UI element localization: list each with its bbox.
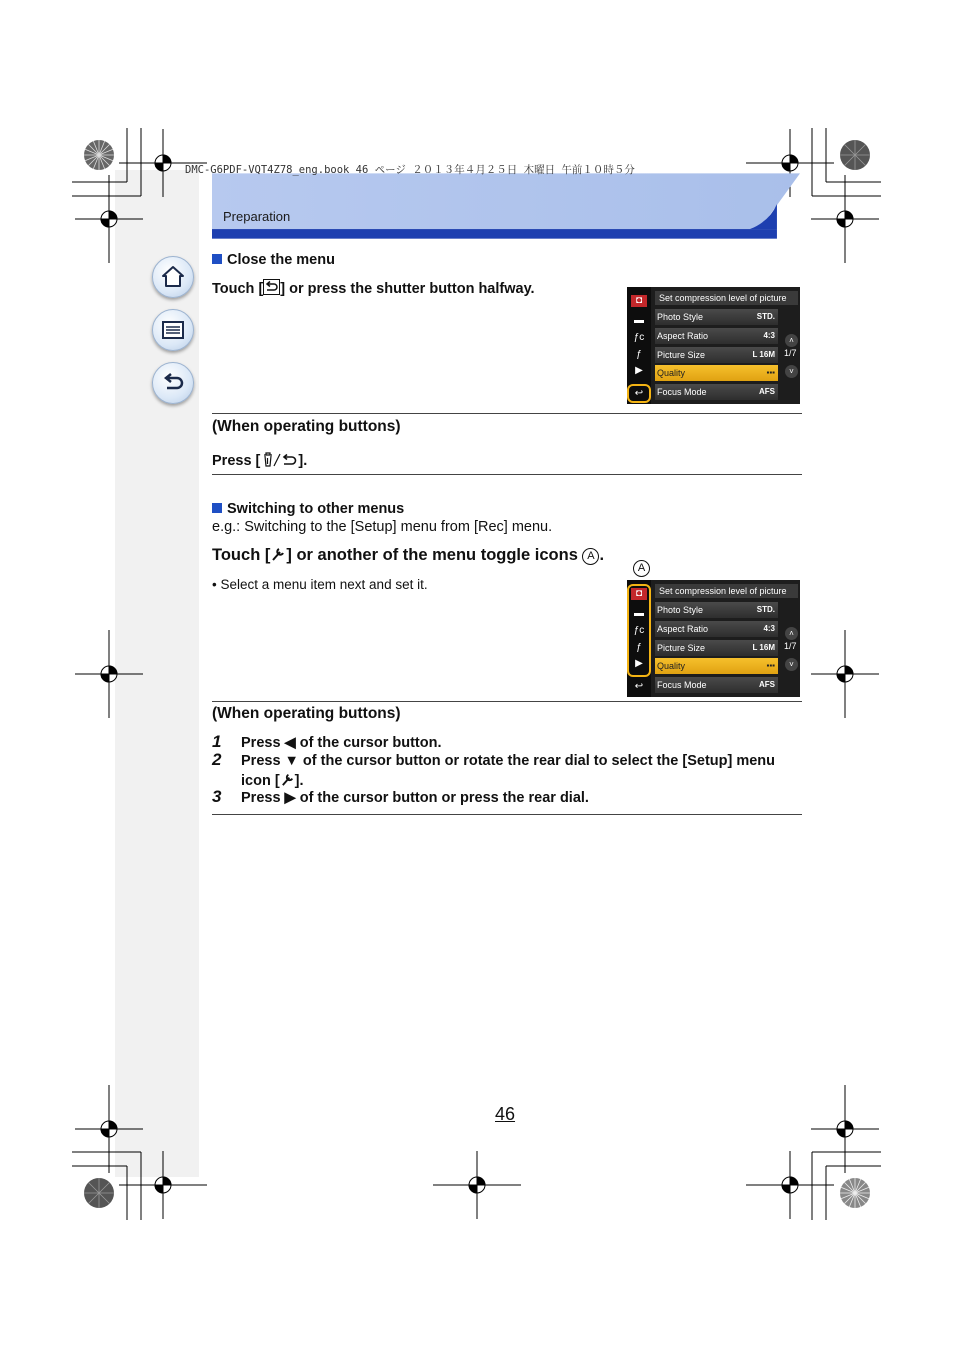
list-icon — [161, 318, 185, 342]
menu-row-selected: Quality ▪▪▪ — [655, 658, 778, 674]
return-highlight — [627, 384, 651, 403]
header-band — [212, 172, 800, 240]
square-bullet-icon — [212, 254, 222, 264]
buttons-subheading: (When operating buttons) — [212, 705, 401, 722]
step-number: 1 — [212, 732, 222, 751]
camera-menu-screenshot — [627, 287, 800, 404]
page-number[interactable]: 46 — [495, 1104, 516, 1124]
step-text: Press ▼ of the cursor button or rotate the rear dial to select the [Setup] menu — [241, 753, 776, 769]
step-text: Press ▶ of the cursor button or press the rear dial. — [241, 790, 589, 806]
menu-row: Focus Mode AFS — [655, 677, 778, 693]
step-number: 2 — [212, 750, 222, 769]
section-header: Preparation — [223, 209, 291, 224]
menu-row-selected: Quality ▪▪▪ — [655, 365, 778, 381]
divider — [212, 413, 802, 414]
menu-row: Focus Mode AFS — [655, 384, 778, 400]
return-icon — [263, 279, 280, 295]
rec-menu-icon: ◘ — [631, 295, 647, 307]
menu-row: Aspect Ratio 4:3 — [655, 621, 778, 637]
return-icon — [161, 371, 185, 395]
home-icon — [161, 265, 185, 289]
motion-picture-icon: ▬ — [634, 315, 644, 326]
switching-instruction: Touch [ ] or another of the menu toggle icons A . — [212, 546, 605, 564]
menu-help-text: Set compression level of picture — [655, 584, 798, 598]
custom-icon: ƒc — [633, 332, 645, 343]
step-number: 3 — [212, 787, 222, 806]
buttons-subheading: (When operating buttons) — [212, 418, 401, 435]
playback-icon: ▶ — [635, 365, 643, 376]
divider — [212, 701, 802, 702]
delete-return-icon — [260, 451, 298, 467]
wrench-icon — [280, 772, 295, 787]
close-menu-heading — [212, 252, 335, 268]
return-icon: ↩ — [634, 388, 644, 399]
menu-row: Aspect Ratio 4:3 — [655, 328, 778, 344]
switching-title: Switching to other menus — [227, 501, 405, 517]
step-text-continued: icon [ ]. — [241, 773, 304, 789]
scroll-down-icon: ˅ — [785, 658, 798, 671]
switching-heading — [212, 501, 404, 517]
instruction-text: ]. — [298, 453, 308, 469]
instruction-text: Touch [ — [212, 281, 264, 297]
wrench-icon — [270, 546, 286, 562]
menu-help-text: Set compression level of picture — [655, 291, 798, 305]
step-text: Press ◀ of the cursor button. — [241, 735, 442, 751]
scroll-up-icon: ˄ — [785, 334, 798, 347]
instruction-text: Press [ — [212, 453, 261, 469]
return-icon: ↩ — [634, 681, 644, 692]
instruction-text: ] or another of the menu toggle icons — [286, 546, 578, 564]
square-bullet-icon — [212, 503, 222, 513]
close-menu-instruction — [212, 279, 535, 297]
page-indicator: 1/7 — [784, 348, 797, 358]
instruction-text: Touch [ — [212, 546, 271, 564]
rec-menu-icon: ◘ — [631, 588, 647, 600]
divider — [212, 814, 802, 815]
menu-row: Picture Size L 16M — [655, 347, 778, 363]
setup-icon: ƒ — [636, 642, 642, 653]
motion-picture-icon: ▬ — [634, 608, 644, 619]
print-info: DMC-G6PDF-VQT4Z78_eng.book 46 ページ ２０１３年４月２５日 木曜日 午前１０時５分 — [185, 164, 635, 176]
scroll-down-icon: ˅ — [785, 365, 798, 378]
page-indicator: 1/7 — [784, 641, 797, 651]
menu-row: Photo Style STD. — [655, 602, 778, 618]
menu-row: Photo Style STD. — [655, 309, 778, 325]
camera-menu-screenshot — [627, 580, 800, 697]
divider — [212, 474, 802, 475]
contents-button[interactable] — [152, 309, 194, 351]
custom-icon: ƒc — [633, 625, 645, 636]
instruction-text: ] or press the shutter button halfway. — [280, 281, 535, 297]
callout-a-marker: A — [633, 560, 650, 577]
switching-example: e.g.: Switching to the [Setup] menu from [Rec] menu. — [212, 519, 553, 535]
close-menu-button-instruction — [212, 451, 307, 469]
callout-a-label: A — [582, 548, 599, 565]
back-button[interactable] — [152, 362, 194, 404]
menu-row: Picture Size L 16M — [655, 640, 778, 656]
close-menu-title: Close the menu — [227, 252, 335, 268]
home-button[interactable] — [152, 256, 194, 298]
scroll-up-icon: ˄ — [785, 627, 798, 640]
switching-note: • Select a menu item next and set it. — [212, 577, 428, 592]
playback-icon: ▶ — [635, 658, 643, 669]
setup-icon: ƒ — [636, 349, 642, 360]
toggle-icons-highlight — [627, 584, 651, 677]
